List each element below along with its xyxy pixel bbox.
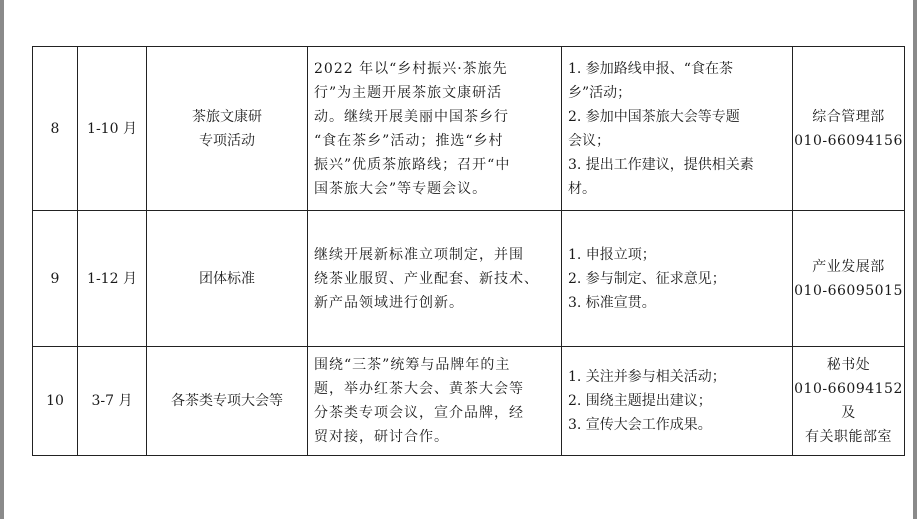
department-phone: 010-66094152: [794, 381, 903, 397]
description-line: 贸对接，研讨合作。: [314, 429, 449, 445]
row-description: [308, 47, 562, 211]
activity-name-line: 茶旅文康研: [192, 108, 262, 125]
row-number: 8: [33, 47, 78, 211]
table-row: [33, 47, 905, 211]
department-line: 及: [841, 405, 856, 421]
page-right-edge: [913, 0, 917, 519]
description-line: 振兴”优质茶旅路线；召开“中: [314, 156, 511, 173]
description-line: 国茶旅大会”等专题会议。: [314, 180, 488, 197]
task-line: 会议；: [568, 132, 610, 149]
row-department: [793, 347, 905, 456]
row-activity-name: [147, 347, 308, 456]
row-period: 1-12 月: [78, 211, 147, 347]
description-line: 2022 年以“乡村振兴·茶旅先: [314, 60, 508, 77]
department-line: 秘书处: [826, 357, 871, 373]
description-line: 新产品领域进行创新。: [314, 294, 464, 311]
task-line: 1. 关注并参与相关活动；: [568, 369, 726, 385]
task-line: 2. 围绕主题提出建议；: [568, 393, 712, 409]
task-line: 2. 参与制定、征求意见；: [568, 270, 726, 287]
row-activity-name: [147, 211, 308, 347]
description-line: 动。继续开展美丽中国茶乡行: [314, 108, 509, 125]
activity-name-line: 各茶类专项大会等: [171, 393, 283, 409]
row-period: 1-10 月: [78, 47, 147, 211]
row-department: [793, 211, 905, 347]
table-row: [33, 211, 905, 347]
description-line: 分茶类专项会议，宣介品牌，经: [314, 405, 524, 421]
task-line: 材。: [568, 180, 596, 197]
department-phone: 010-66095015: [794, 282, 903, 299]
description-line: 围绕“三茶”统筹与品牌年的主: [314, 357, 511, 373]
task-line: 1. 申报立项；: [568, 246, 656, 263]
task-line: 3. 标准宣贯。: [568, 294, 656, 311]
activity-name-line: 团体标准: [199, 270, 255, 287]
row-period: 3-7 月: [78, 347, 147, 456]
description-line: “食在茶乡”活动；推选“乡村: [314, 132, 504, 149]
department-line: 有关职能部室: [805, 429, 892, 445]
department-phone: 010-66094156: [794, 132, 903, 149]
description-line: 题，举办红茶大会、黄茶大会等: [314, 381, 524, 397]
description-line: 行”为主题开展茶旅文康研活: [314, 84, 503, 101]
department-line: 产业发展部: [812, 258, 885, 275]
row-member-tasks: [562, 211, 793, 347]
task-line: 乡”活动；: [568, 84, 632, 101]
description-line: 绕茶业服贸、产业配套、新技术、: [314, 270, 539, 287]
activity-name-line: 专项活动: [199, 132, 255, 149]
page-left-edge: [0, 0, 4, 519]
row-department: [793, 47, 905, 211]
task-line: 3. 宣传大会工作成果。: [568, 417, 712, 433]
row-activity-name: [147, 47, 308, 211]
task-line: 1. 参加路线申报、“食在茶: [568, 60, 733, 77]
work-plan-table: [32, 46, 905, 456]
row-number: 10: [33, 347, 78, 456]
department-line: 综合管理部: [812, 108, 885, 125]
row-description: [308, 211, 562, 347]
table-row: [33, 347, 905, 456]
task-line: 3. 提出工作建议，提供相关素: [568, 156, 754, 173]
row-number: 9: [33, 211, 78, 347]
task-line: 2. 参加中国茶旅大会等专题: [568, 108, 740, 125]
row-description: [308, 347, 562, 456]
row-member-tasks: [562, 347, 793, 456]
row-member-tasks: [562, 47, 793, 211]
description-line: 继续开展新标准立项制定，并围: [314, 246, 524, 263]
